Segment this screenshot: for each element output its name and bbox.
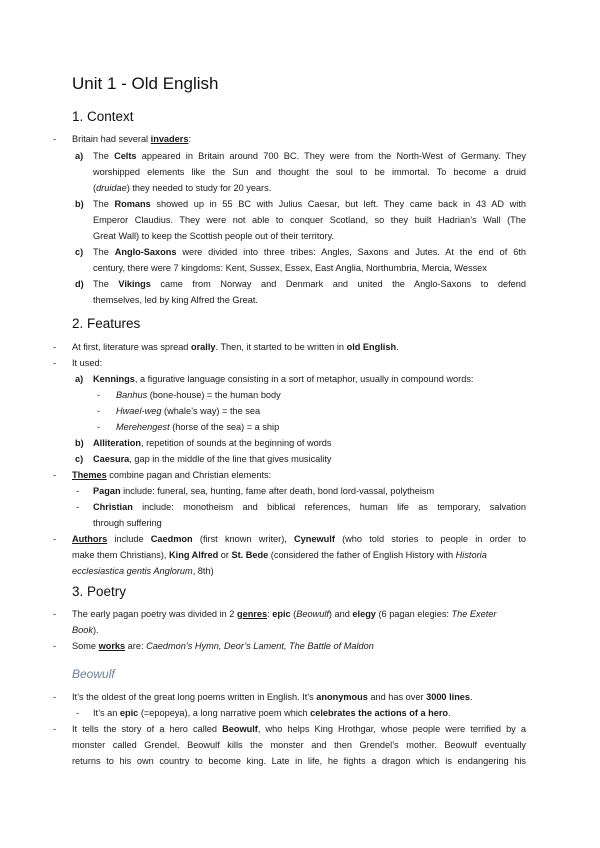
context-celts-line1: The Celts appeared in Britain around 700 BC. They were from the North-West of Germany. They xyxy=(93,151,527,161)
context-romans-line2: Emperor Claudius. They were not able to conquer Scotland, so they built Hadrian’s Wall (The xyxy=(93,215,526,225)
beowulf-story-line3: returns to his own country to become king. Late in life, he fights a dragon which is endangering his xyxy=(72,756,526,766)
context-anglosaxons-line2: century, there were 7 kingdoms: Kent, Sussex, Essex, East Anglia, Northumbria, Mercia, Wessex xyxy=(93,263,487,273)
bullet-dash: - xyxy=(53,342,57,352)
list-marker-c: c) xyxy=(75,454,84,464)
page-title: Unit 1 - Old English xyxy=(72,74,219,93)
features-alliteration: Alliteration, repetition of sounds at the beginning of words xyxy=(93,438,332,448)
bullet-dash: - xyxy=(53,534,57,544)
list-marker-c: c) xyxy=(75,247,84,257)
bullet-dash: - xyxy=(53,134,57,144)
context-anglosaxons-line1: The Anglo-Saxons were divided into three tribes: Angles, Saxons and Jutes. At the end of 6th xyxy=(93,247,526,257)
bullet-dash: - xyxy=(53,641,57,651)
poetry-works: Some works are: Caedmon’s Hymn, Deor’s Lament, The Battle of Maldon xyxy=(72,641,374,651)
features-it-used: It used: xyxy=(72,358,103,368)
features-kennings: Kennings, a figurative language consisting in a sort of metaphor, usually in compound words: xyxy=(93,374,474,384)
features-orally: At first, literature was spread orally. Then, it started to be written in old English. xyxy=(72,342,399,352)
bullet-dash: - xyxy=(53,358,57,368)
list-marker-b: b) xyxy=(75,438,84,448)
features-authors-line3: ecclesiastica gentis Anglorum, 8th) xyxy=(72,566,214,576)
subheading-beowulf: Beowulf xyxy=(72,667,115,681)
bullet-dash: - xyxy=(53,470,57,480)
features-themes: Themes combine pagan and Christian elements: xyxy=(72,470,272,480)
features-authors-line1: Authors include Caedmon (first known writer), Cynewulf (who told stories to people in order to xyxy=(72,534,526,544)
context-celts-line2: worshipped elements like the Sun and thought the soul to be immortal. To become a druid xyxy=(93,167,526,177)
heading-context: 1. Context xyxy=(72,109,134,124)
beowulf-epic: It’s an epic (=epopeya), a long narrative poem which celebrates the actions of a hero. xyxy=(93,708,451,718)
bullet-dash: - xyxy=(97,406,101,416)
themes-christian-line1: Christian include: monotheism and biblical references, human life as temporary, salvation xyxy=(93,502,526,512)
poetry-genres-line2: Book). xyxy=(72,625,99,635)
themes-christian-line2: through suffering xyxy=(93,518,162,528)
features-authors-line2: make them Christians), King Alfred or St. Bede (considered the father of English History with Historia xyxy=(72,550,487,560)
bullet-dash: - xyxy=(53,609,57,619)
kenning-merehengest: Merehengest (horse of the sea) = a ship xyxy=(116,422,280,432)
themes-pagan: Pagan include: funeral, sea, hunting, fame after death, bond lord-vassal, polytheism xyxy=(93,486,435,496)
context-celts-line3: (druidae) they needed to study for 20 years. xyxy=(93,183,272,193)
beowulf-story-line1: It tells the story of a hero called Beowulf, who helps King Hrothgar, whose people were terrified by a xyxy=(72,724,526,734)
poetry-genres-line1: The early pagan poetry was divided in 2 genres: epic (Beowulf) and elegy (6 pagan elegies: The Exeter xyxy=(72,609,497,619)
list-marker-d: d) xyxy=(75,279,84,289)
bullet-dash: - xyxy=(53,692,57,702)
heading-poetry: 3. Poetry xyxy=(72,584,127,599)
bullet-dash: - xyxy=(53,724,57,734)
kenning-hwaelweg: Hwael-weg (whale’s way) = the sea xyxy=(116,406,261,416)
bullet-dash: - xyxy=(97,422,101,432)
list-marker-a: a) xyxy=(75,374,84,384)
bullet-dash: - xyxy=(76,708,80,718)
kenning-banhus: Banhus (bone-house) = the human body xyxy=(116,390,281,400)
bullet-dash: - xyxy=(76,486,80,496)
bullet-dash: - xyxy=(76,502,80,512)
bullet-dash: - xyxy=(97,390,101,400)
heading-features: 2. Features xyxy=(72,316,141,331)
list-marker-a: a) xyxy=(75,151,84,161)
context-vikings-line1: The Vikings came from Norway and Denmark and united the Anglo-Saxons to defend xyxy=(93,279,526,289)
beowulf-story-line2: monster called Grendel. Beowulf kills the monster and then Grendel’s mother. Beowulf eventually xyxy=(72,740,526,750)
list-marker-b: b) xyxy=(75,199,84,209)
features-caesura: Caesura, gap in the middle of the line that gives musicality xyxy=(93,454,332,464)
context-romans-line3: Great Wall) to keep the Scottish people out of their territory. xyxy=(93,231,335,241)
context-vikings-line2: themselves, led by king Alfred the Great. xyxy=(93,295,258,305)
beowulf-oldest: It’s the oldest of the great long poems written in English. It’s anonymous and has over 3000 lines. xyxy=(72,692,473,702)
context-romans-line1: The Romans showed up in 55 BC with Julius Caesar, but left. They came back in 43 AD with xyxy=(93,199,526,209)
context-intro: Britain had several invaders: xyxy=(72,134,192,144)
